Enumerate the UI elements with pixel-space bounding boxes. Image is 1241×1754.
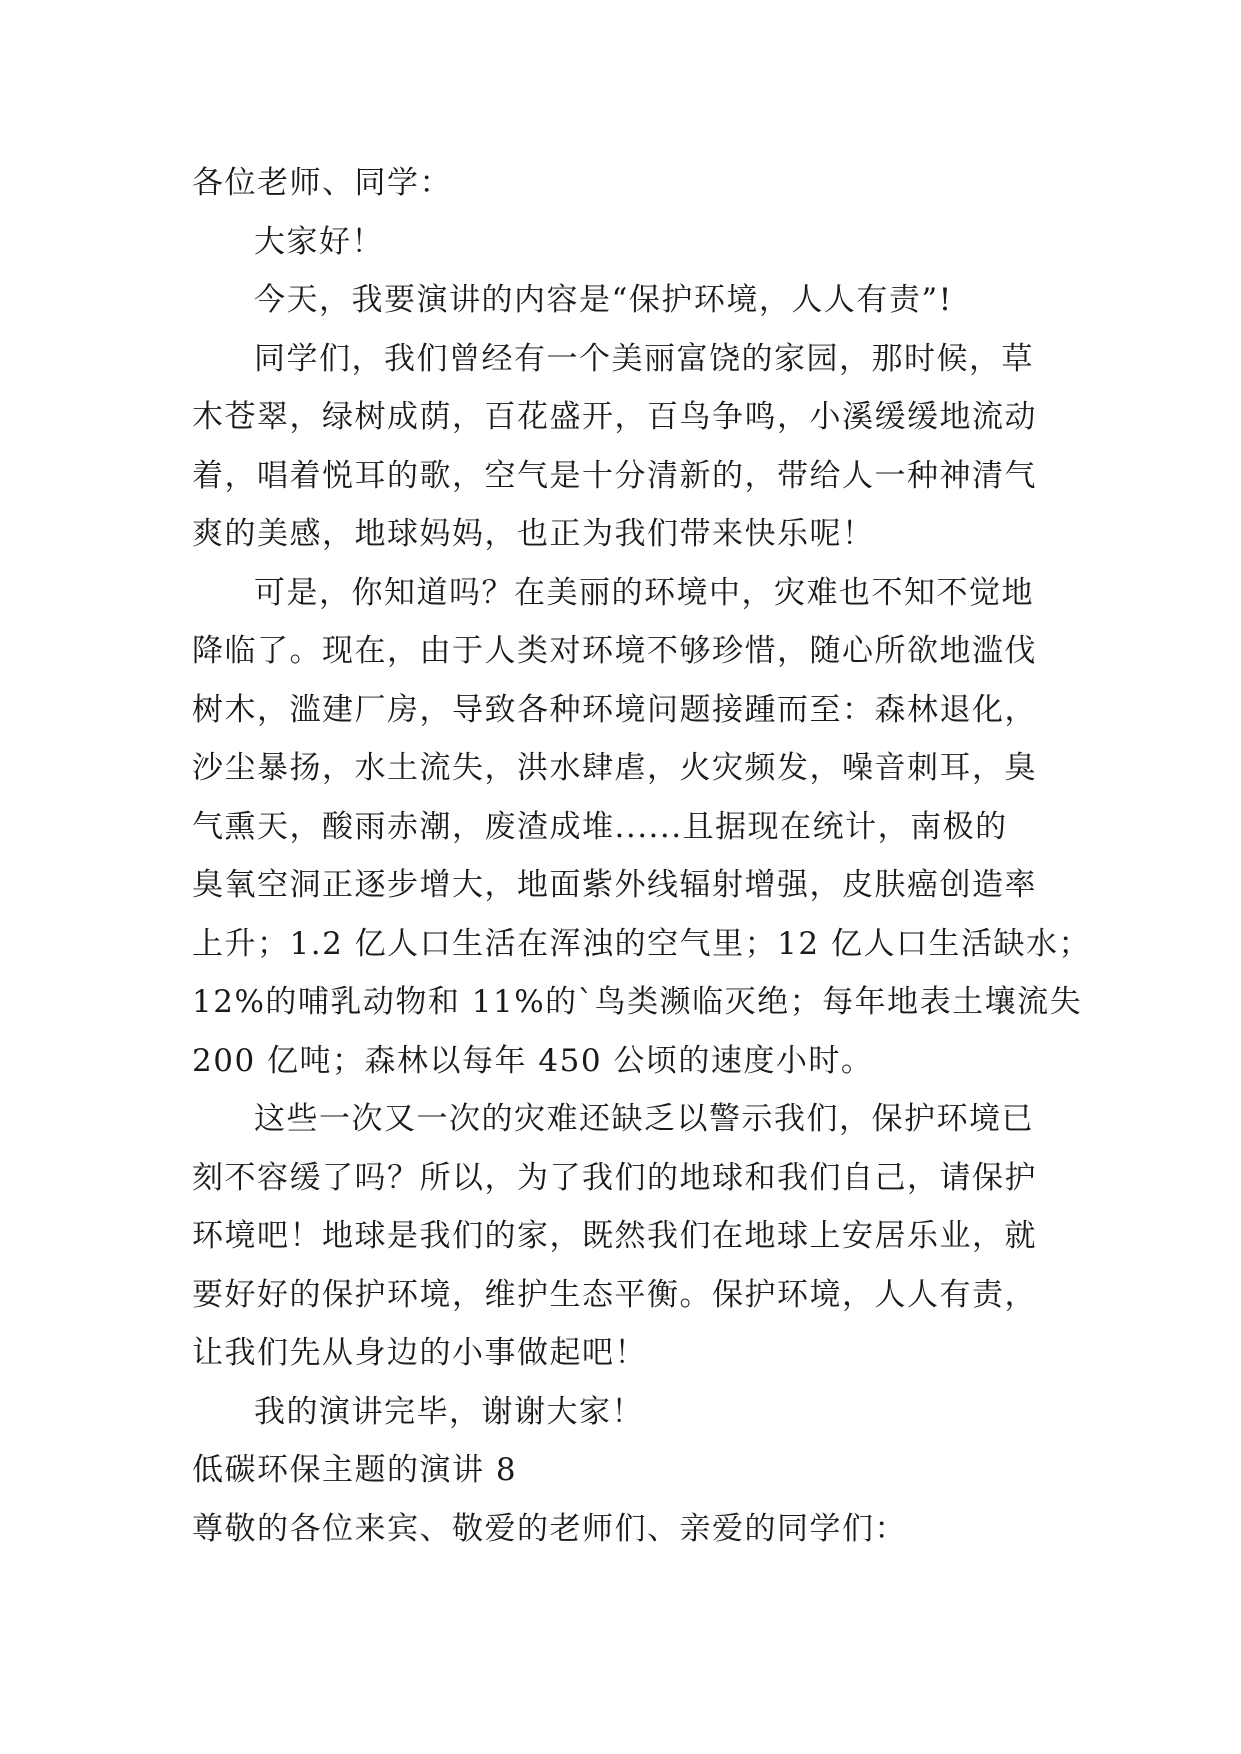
text-line: 降临了。现在，由于人类对环境不够珍惜，随心所欲地滥伐 bbox=[192, 633, 1037, 669]
text-line: 这些一次又一次的灾难还缺乏以警示我们，保护环境已 bbox=[254, 1101, 1034, 1137]
text-line: 200 亿吨；森林以每年 450 公顷的速度小时。 bbox=[192, 1042, 874, 1079]
salutation-line: 尊敬的各位来宾、敬爱的老师们、亲爱的同学们： bbox=[192, 1510, 907, 1547]
text-line: 要好好的保护环境，维护生态平衡。保护环境，人人有责， bbox=[192, 1276, 1037, 1313]
text-line: 我的演讲完毕，谢谢大家！ bbox=[254, 1393, 644, 1430]
text-line: 可是，你知道吗？在美丽的环境中，灾难也不知不觉地 bbox=[254, 574, 1034, 611]
text-line: 今天，我要演讲的内容是“保护环境，人人有责”! bbox=[254, 282, 953, 318]
text-line: 木苍翠，绿树成荫，百花盛开，百鸟争鸣，小溪缓缓地流动 bbox=[192, 399, 1037, 435]
text-line: 大家好！ bbox=[254, 223, 384, 260]
section-heading: 低碳环保主题的演讲 8 bbox=[192, 1452, 518, 1488]
text-line: 气熏天，酸雨赤潮，废渣成堆......且据现在统计，南极的 bbox=[192, 808, 1008, 845]
text-line: 着，唱着悦耳的歌，空气是十分清新的，带给人一种神清气 bbox=[192, 457, 1037, 494]
text-line: 沙尘暴扬，水土流失，洪水肆虐，火灾频发，噪音刺耳，臭 bbox=[192, 750, 1037, 786]
text-line: 上升；1.2 亿人口生活在浑浊的空气里；12 亿人口生活缺水； bbox=[192, 925, 1091, 962]
text-line: 让我们先从身边的小事做起吧！ bbox=[192, 1335, 647, 1371]
text-line: 环境吧！地球是我们的家，既然我们在地球上安居乐业，就 bbox=[192, 1218, 1037, 1254]
text-line: 各位老师、同学： bbox=[192, 165, 452, 201]
text-line: 同学们，我们曾经有一个美丽富饶的家园，那时候，草 bbox=[254, 340, 1034, 377]
document-body bbox=[192, 154, 1091, 1558]
text-line: 12%的哺乳动物和 11%的`鸟类濒临灭绝；每年地表土壤流失 bbox=[192, 984, 1083, 1020]
text-line: 树木，滥建厂房，导致各种环境问题接踵而至：森林退化， bbox=[192, 691, 1037, 728]
text-line: 爽的美感，地球妈妈，也正为我们带来快乐呢！ bbox=[192, 516, 875, 552]
text-line: 臭氧空洞正逐步增大，地面紫外线辐射增强，皮肤癌创造率 bbox=[192, 867, 1037, 903]
text-line: 刻不容缓了吗？所以，为了我们的地球和我们自己，请保护 bbox=[192, 1159, 1037, 1196]
